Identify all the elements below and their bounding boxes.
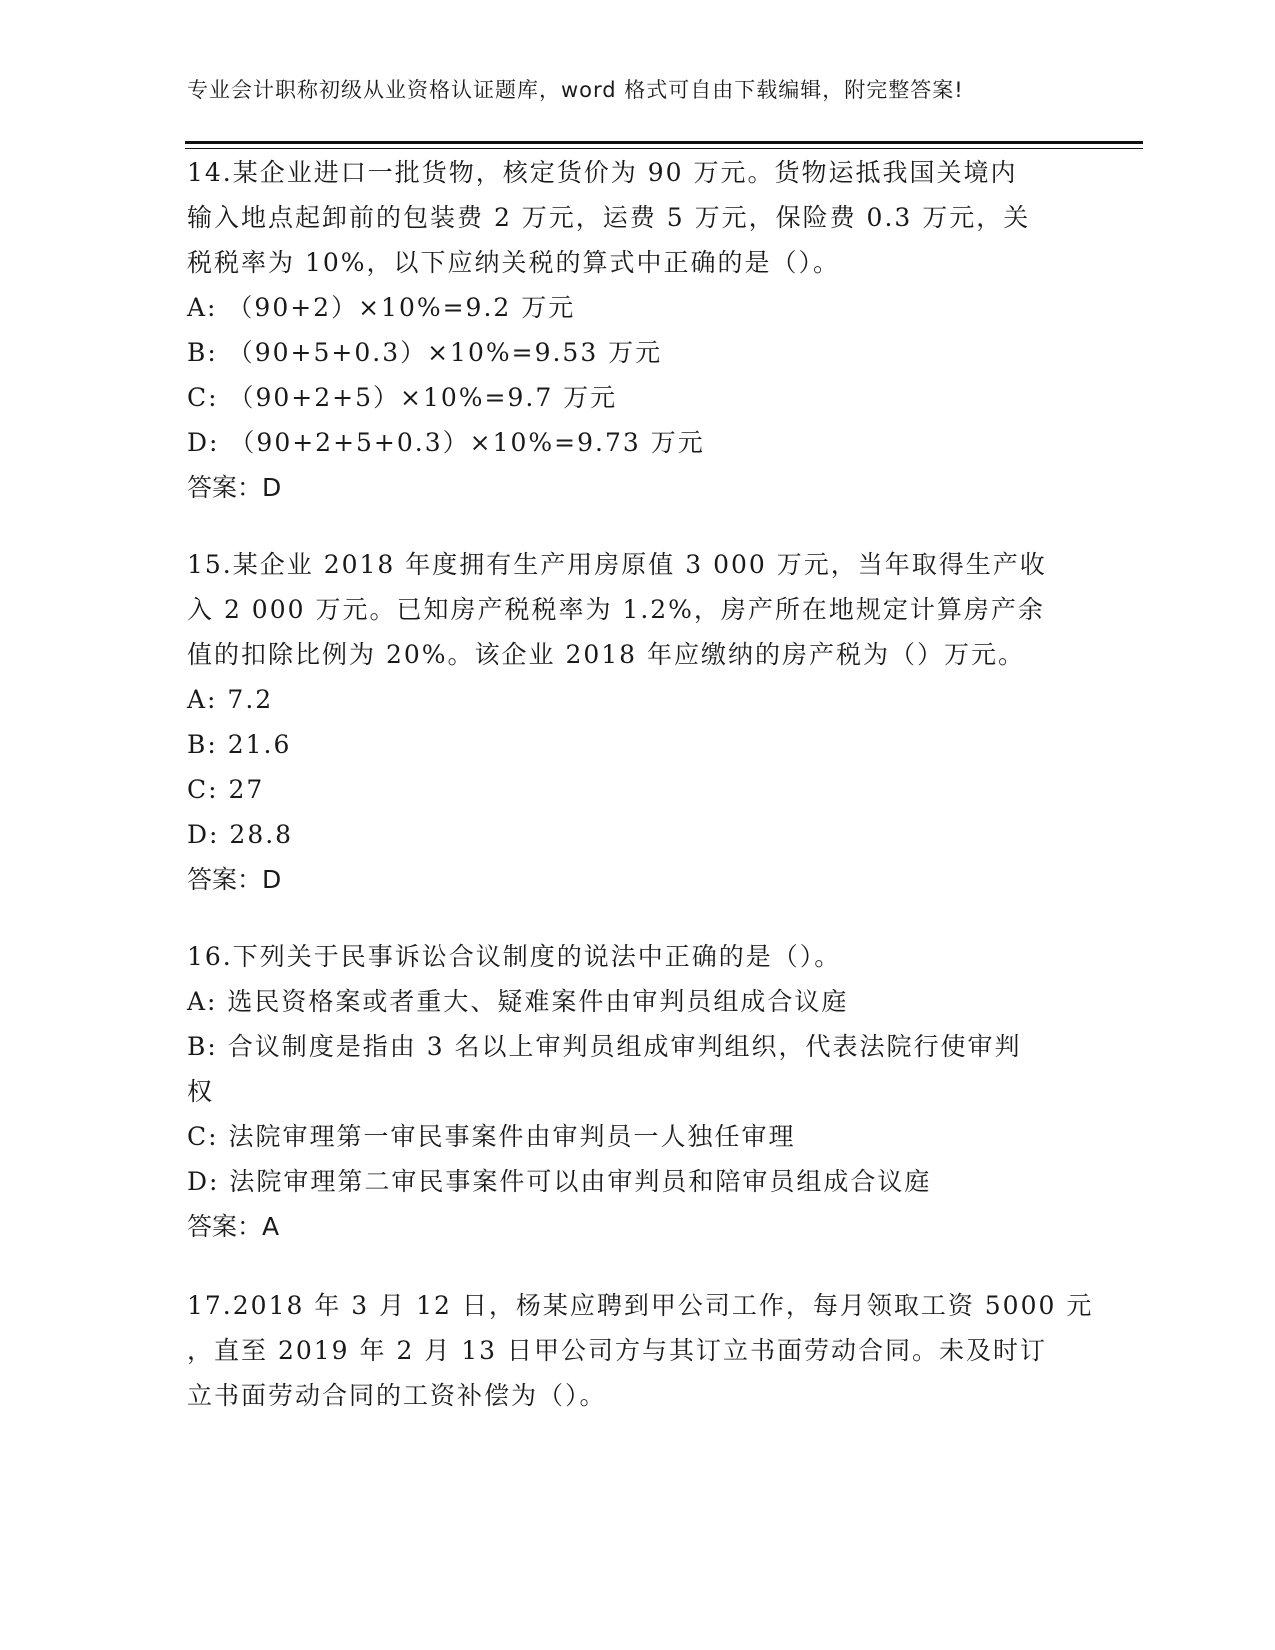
option-c: C: 法院审理第一审民事案件由审判员一人独任审理 bbox=[187, 1122, 796, 1151]
question-17 bbox=[187, 1283, 1094, 1418]
page-header: 专业会计职称初级从业资格认证题库，word 格式可自由下载编辑，附完整答案! bbox=[187, 78, 964, 102]
question-text-line: 入 2 000 万元。已知房产税税率为 1.2%，房产所在地规定计算房产余 bbox=[187, 595, 1045, 624]
option-d: D: （90+2+5+0.3）×10%=9.73 万元 bbox=[187, 428, 705, 457]
question-14 bbox=[187, 150, 1087, 510]
option-d: D: 28.8 bbox=[187, 820, 294, 849]
question-text-line: 立书面劳动合同的工资补偿为（）。 bbox=[187, 1381, 607, 1410]
option-a: A: 7.2 bbox=[187, 685, 274, 714]
option-c: C: （90+2+5）×10%=9.7 万元 bbox=[187, 383, 618, 412]
option-d: D: 法院审理第二审民事案件可以由审判员和陪审员组成合议庭 bbox=[187, 1167, 932, 1196]
question-text-line: 15.某企业 2018 年度拥有生产用房原值 3 000 万元，当年取得生产收 bbox=[187, 550, 1047, 579]
answer: 答案：A bbox=[187, 1212, 280, 1241]
question-text-line: 值的扣除比例为 20%。该企业 2018 年应缴纳的房产税为（）万元。 bbox=[187, 640, 1026, 669]
option-c: C: 27 bbox=[187, 775, 265, 804]
question-15 bbox=[187, 542, 1087, 902]
option-b-continued: 权 bbox=[187, 1077, 215, 1106]
question-text-line: 税税率为 10%，以下应纳关税的算式中正确的是（）。 bbox=[187, 248, 841, 277]
question-text-line: 输入地点起卸前的包装费 2 万元，运费 5 万元，保险费 0.3 万元，关 bbox=[187, 203, 1031, 232]
option-b: B: 合议制度是指由 3 名以上审判员组成审判组织，代表法院行使审判 bbox=[187, 1032, 1022, 1061]
question-16 bbox=[187, 934, 1087, 1249]
option-b: B: （90+5+0.3）×10%=9.53 万元 bbox=[187, 338, 663, 367]
question-text-line: ，直至 2019 年 2 月 13 日甲公司方与其订立书面劳动合同。未及时订 bbox=[187, 1336, 1048, 1365]
question-text-line: 16.下列关于民事诉讼合议制度的说法中正确的是（）。 bbox=[187, 942, 842, 971]
question-text-line: 17.2018 年 3 月 12 日，杨某应聘到甲公司工作，每月领取工资 5000 元 bbox=[187, 1291, 1094, 1320]
header-rule-thin bbox=[185, 148, 1143, 149]
option-b: B: 21.6 bbox=[187, 730, 292, 759]
header-rule-thick bbox=[185, 141, 1143, 144]
answer: 答案：D bbox=[187, 473, 282, 502]
option-a: A: （90+2）×10%=9.2 万元 bbox=[187, 293, 576, 322]
option-a: A: 选民资格案或者重大、疑难案件由审判员组成合议庭 bbox=[187, 987, 849, 1016]
question-text-line: 14.某企业进口一批货物，核定货价为 90 万元。货物运抵我国关境内 bbox=[187, 158, 1018, 187]
answer: 答案：D bbox=[187, 865, 282, 894]
